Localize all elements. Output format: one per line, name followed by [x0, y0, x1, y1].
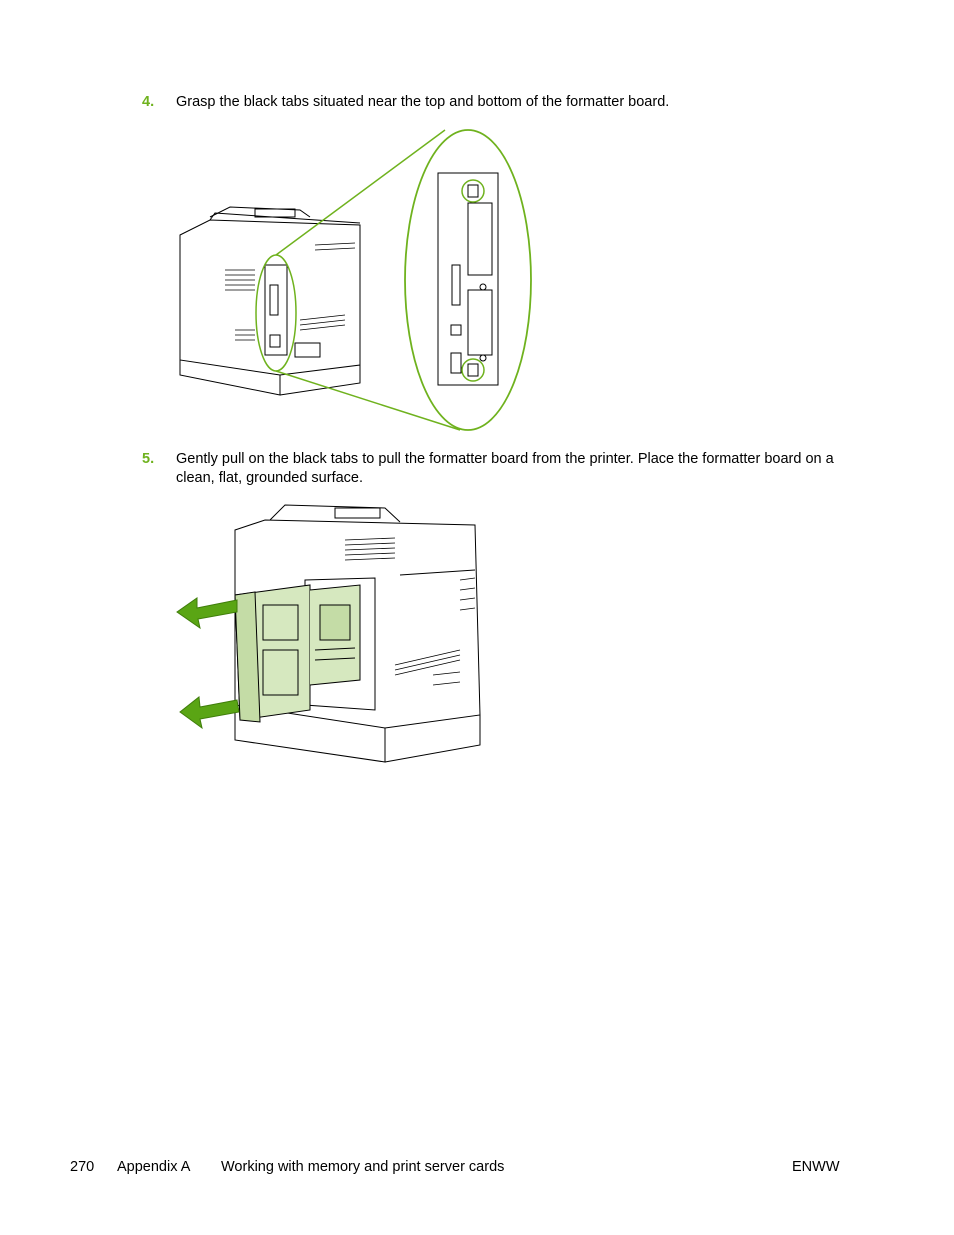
- step-text: Gently pull on the black tabs to pull the formatter board from the printer. Place the formatter board on a clean, flat, grounded surface.: [176, 451, 834, 486]
- footer-chapter-title: Working with memory and print server cards: [221, 1159, 505, 1175]
- step-text: Grasp the black tabs situated near the top and bottom of the formatter board.: [176, 94, 670, 110]
- step-number: 4.: [142, 94, 155, 110]
- step-number: 5.: [142, 451, 155, 467]
- formatter-removal-illustration: [175, 500, 485, 770]
- footer-page-number: 270: [70, 1159, 95, 1175]
- footer-doc-code: ENWW: [792, 1159, 840, 1175]
- footer-appendix: Appendix A: [117, 1159, 191, 1175]
- printer-rear-formatter-illustration: [170, 125, 540, 435]
